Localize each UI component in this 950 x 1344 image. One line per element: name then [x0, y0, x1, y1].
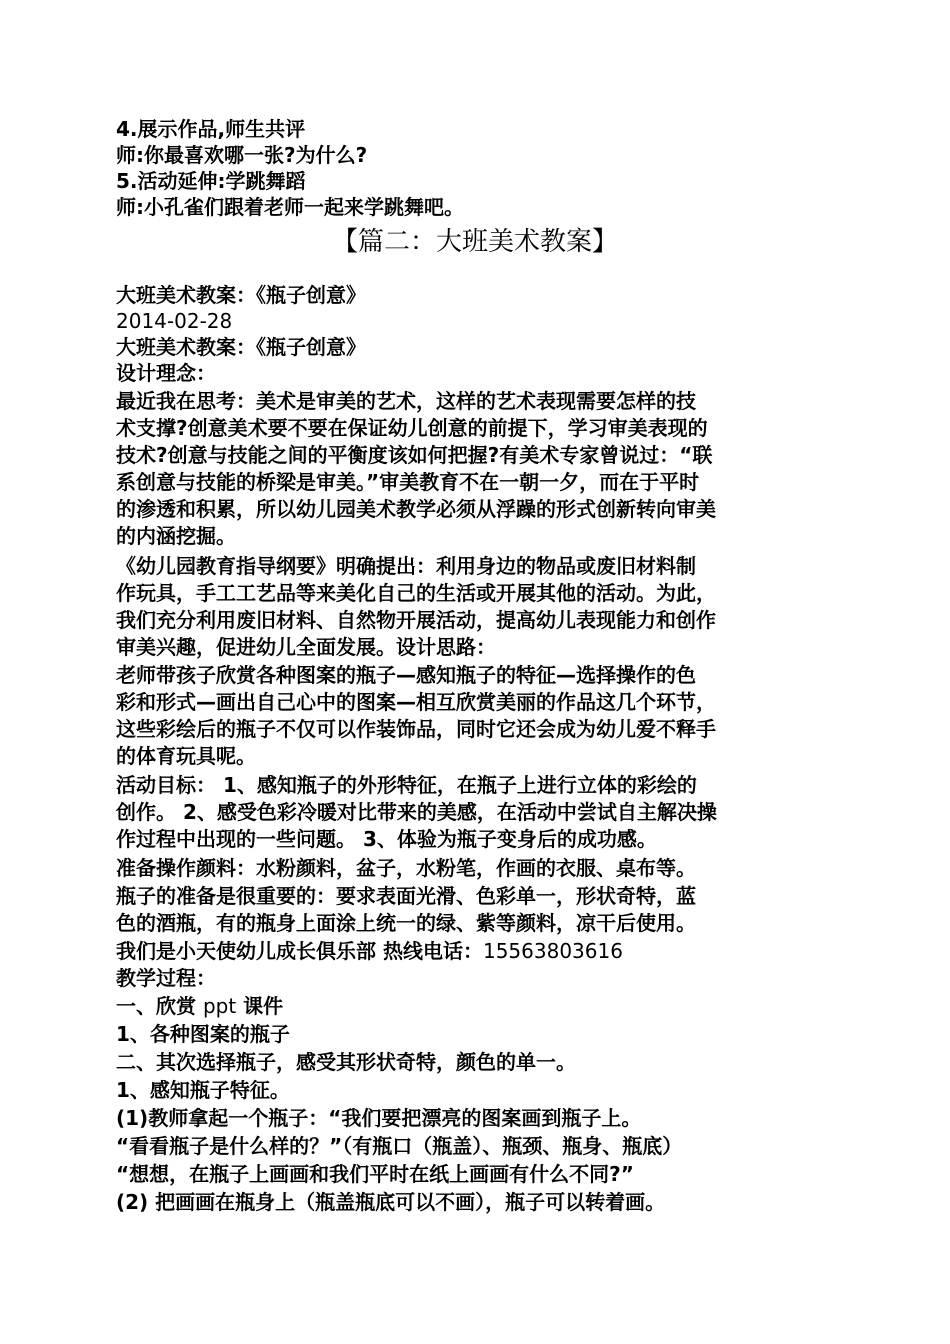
- paragraph-line: 的内涵挖掘。: [116, 524, 236, 548]
- paragraph-line: 准备操作颜料：水粉颜料，盆子，水粉笔，作画的衣服、桌布等。: [116, 856, 696, 880]
- paragraph-line: 最近我在思考：美术是审美的艺术，这样的艺术表现需要怎样的技: [116, 389, 696, 413]
- club-text: 我们是小天使幼儿成长俱乐部 热线电话：: [116, 939, 483, 963]
- step-line: “看看瓶子是什么样的？”（有瓶口（瓶盖）、瓶颈、瓶身、瓶底）: [116, 1134, 683, 1158]
- paragraph-line: 创作。 2、感受色彩冷暖对比带来的美感，在活动中尝试自主解决操: [116, 800, 717, 824]
- step-text: 一、欣赏: [116, 994, 203, 1018]
- paragraph-line: 老师带孩子欣赏各种图案的瓶子—感知瓶子的特征—选择操作的色: [116, 663, 696, 687]
- step-line: 1、各种图案的瓶子: [116, 1022, 290, 1046]
- paragraph-line: 的体育玩具呢。: [116, 744, 256, 768]
- paragraph-line: 审美兴趣，促进幼儿全面发展。设计思路：: [116, 635, 496, 659]
- step-line: (2) 把画画在瓶身上（瓶盖瓶底可以不画），瓶子可以转着画。: [116, 1190, 666, 1214]
- paragraph-line: 彩和形式—画出自己心中的图案—相互欣赏美丽的作品这几个环节，: [116, 690, 716, 714]
- paragraph-line: 系创意与技能的桥梁是审美。”审美教育不在一朝一夕，而在于平时: [116, 470, 700, 494]
- heading: 大班美术教案：《瓶子创意》: [116, 335, 366, 359]
- text-line: 4.展示作品,师生共评: [116, 117, 306, 141]
- paragraph-line: 技术?创意与技能之间的平衡度该如何把握?有美术专家曾说过：“联: [116, 443, 713, 467]
- paragraph-line: 活动目标： 1、感知瓶子的外形特征，在瓶子上进行立体的彩绘的: [116, 773, 697, 797]
- label: 设计理念：: [116, 361, 216, 385]
- paragraph-line: 色的酒瓶，有的瓶身上面涂上统一的绿、紫等颜料，凉干后使用。: [116, 911, 696, 935]
- paragraph-line: 瓶子的准备是很重要的：要求表面光滑、色彩单一，形状奇特，蓝: [116, 884, 696, 908]
- step-line: 二、其次选择瓶子，感受其形状奇特，颜色的单一。: [116, 1050, 576, 1074]
- section-title: 【篇二：大班美术教案】: [331, 227, 618, 257]
- club-line: [116, 938, 623, 964]
- text-line: 师:你最喜欢哪一张?为什么?: [116, 143, 368, 167]
- paragraph-line: 术支撑?创意美术要不要在保证幼儿创意的前提下，学习审美表现的: [116, 416, 708, 440]
- phone-number: 15563803616: [482, 939, 623, 963]
- step-ppt: ppt: [202, 994, 237, 1018]
- paragraph-line: 作玩具，手工工艺品等来美化自己的生活或开展其他的活动。为此，: [116, 581, 716, 605]
- paragraph-line: 我们充分利用废旧材料、自然物开展活动，提高幼儿表现能力和创作: [116, 608, 716, 632]
- paragraph-line: 这些彩绘后的瓶子不仅可以作装饰品，同时它还会成为幼儿爱不释手: [116, 717, 716, 741]
- paragraph-line: 作过程中出现的一些问题。 3、体验为瓶子变身后的成功感。: [116, 827, 657, 851]
- date: 2014-02-28: [116, 309, 233, 333]
- step-line: [116, 993, 283, 1019]
- step-line: (1)教师拿起一个瓶子：“我们要把漂亮的图案画到瓶子上。: [116, 1106, 642, 1130]
- text-line: 5.活动延伸:学跳舞蹈: [116, 169, 306, 193]
- step-line: 1、感知瓶子特征。: [116, 1078, 290, 1102]
- heading: 大班美术教案：《瓶子创意》: [116, 283, 366, 307]
- step-line: “想想，在瓶子上画画和我们平时在纸上画画有什么不同?”: [116, 1162, 634, 1186]
- step-text: 课件: [236, 994, 284, 1018]
- text-line: 师:小孔雀们跟着老师一起来学跳舞吧。: [116, 195, 464, 219]
- paragraph-line: 《幼儿园教育指导纲要》明确提出：利用身边的物品或废旧材料制: [116, 554, 696, 578]
- label: 教学过程：: [116, 966, 216, 990]
- paragraph-line: 的渗透和积累，所以幼儿园美术教学必须从浮躁的形式创新转向审美: [116, 497, 716, 521]
